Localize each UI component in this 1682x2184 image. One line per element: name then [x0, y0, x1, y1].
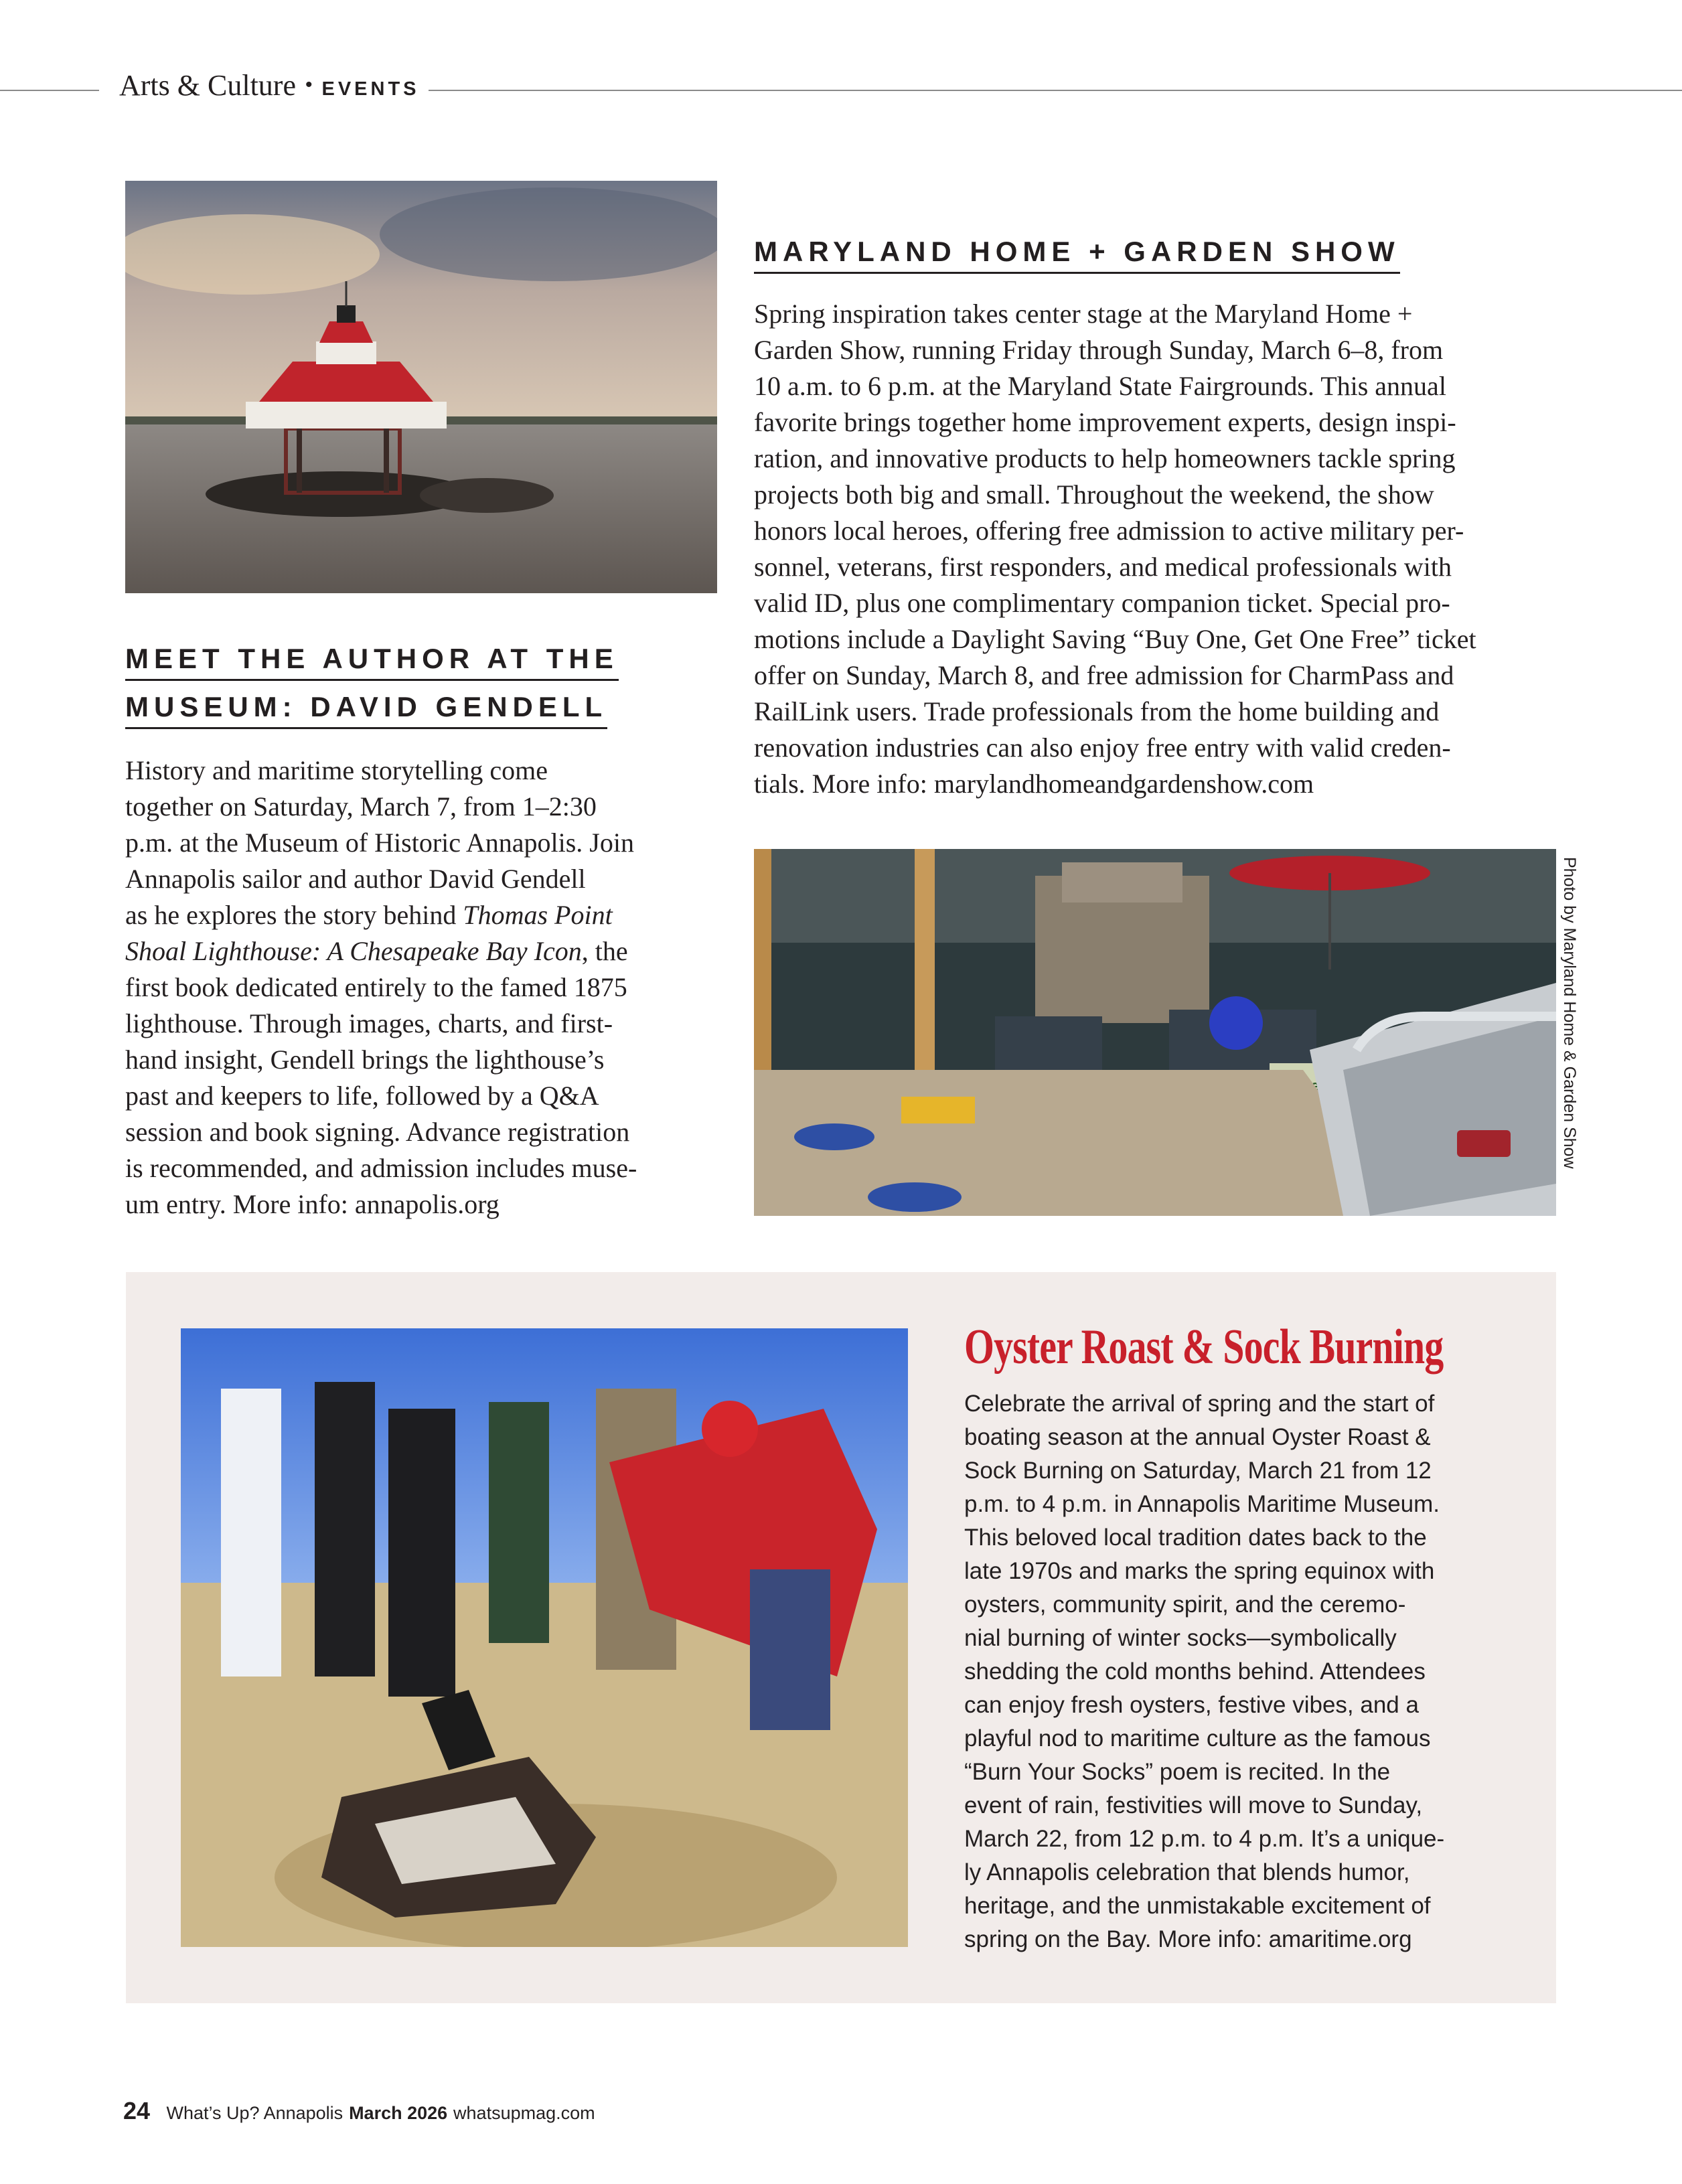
author-event-body [125, 753, 714, 1223]
text-line: late 1970s and marks the spring equinox with [964, 1558, 1435, 1584]
author-heading-line2: MUSEUM: DAVID GENDELL [125, 691, 607, 729]
text-line: This beloved local tradition dates back to the [964, 1525, 1427, 1551]
text-line: p.m. at the Museum of Historic Annapolis. Join [125, 828, 634, 858]
text-line: boating season at the annual Oyster Roast & [964, 1424, 1431, 1450]
text-line: playful nod to maritime culture as the famous [964, 1725, 1431, 1751]
issue-date: March 2026 [349, 2103, 448, 2123]
oyster-roast-body [964, 1387, 1540, 1956]
text-line [125, 933, 714, 969]
text-line: shedding the cold months behind. Attendees [964, 1658, 1426, 1685]
text-line: renovation industries can also enjoy free entry with valid creden- [754, 732, 1451, 763]
website: whatsupmag.com [453, 2103, 595, 2123]
text-fragment: , the [581, 936, 628, 966]
text-line: ly Annapolis celebration that blends humor, [964, 1859, 1410, 1885]
sock-burning-photo [181, 1328, 908, 1947]
text-line [125, 897, 714, 933]
text-line: 10 a.m. to 6 p.m. at the Maryland State Fairgrounds. This annual [754, 371, 1446, 401]
brand-name: Arts & Culture [119, 69, 296, 102]
text-line: um entry. More info: annapolis.org [125, 1189, 500, 1219]
text-line: event of rain, festivities will move to Sunday, [964, 1792, 1423, 1818]
text-line: oysters, community spirit, and the ceremo- [964, 1591, 1406, 1618]
page-number: 24 [123, 2097, 151, 2124]
text-line: tials. More info: marylandhomeandgardenshow.com [754, 769, 1314, 799]
text-line: valid ID, plus one complimentary companion ticket. Special pro- [754, 588, 1450, 618]
text-line: honors local heroes, offering free admission to active military per- [754, 516, 1464, 546]
header-separator: • [305, 74, 313, 96]
text-line: “Burn Your Socks” poem is recited. In the [964, 1759, 1391, 1785]
text-line: Annapolis sailor and author David Gendell [125, 864, 586, 894]
text-line: is recommended, and admission includes muse- [125, 1153, 637, 1183]
text-line: heritage, and the unmistakable excitement of [964, 1893, 1431, 1919]
text-line: nial burning of winter socks—symbolically [964, 1625, 1397, 1651]
text-line: lighthouse. Through images, charts, and first- [125, 1008, 613, 1038]
author-heading-line1: MEET THE AUTHOR AT THE [125, 643, 619, 681]
photo-credit: Photo by Maryland Home & Garden Show [1560, 857, 1579, 1169]
text-line: Sock Burning on Saturday, March 21 from 12 [964, 1458, 1432, 1484]
text-line: p.m. to 4 p.m. in Annapolis Maritime Museum. [964, 1491, 1440, 1517]
text-line: past and keepers to life, followed by a Q&A [125, 1081, 599, 1111]
header-rule-left [0, 90, 99, 91]
header-rule-right [429, 90, 1682, 91]
text-line: RailLink users. Trade professionals from the home building and [754, 696, 1440, 726]
section-header [119, 68, 420, 102]
text-line: favorite brings together home improvement experts, design inspi- [754, 407, 1456, 437]
page-footer [123, 2097, 595, 2125]
author-event-heading [125, 643, 619, 681]
text-line: can enjoy fresh oysters, festive vibes, and a [964, 1692, 1419, 1718]
text-line: Garden Show, running Friday through Sunday, March 6–8, from [754, 335, 1444, 365]
garden-show-photo [754, 849, 1556, 1216]
text-line: first book dedicated entirely to the famed 1875 [125, 972, 627, 1002]
text-line: ration, and innovative products to help homeowners tackle spring [754, 443, 1456, 473]
text-line: together on Saturday, March 7, from 1–2:30 [125, 791, 597, 822]
text-line: projects both big and small. Throughout the weekend, the show [754, 479, 1434, 510]
author-event-heading-2 [125, 691, 607, 729]
text-line: offer on Sunday, March 8, and free admission for CharmPass and [754, 660, 1454, 690]
garden-show-heading [754, 236, 1400, 274]
book-title-part2: Shoal Lighthouse: A Chesapeake Bay Icon [125, 936, 582, 966]
text-fragment: as he explores the story behind [125, 900, 463, 930]
text-line: spring on the Bay. More info: amaritime.org [964, 1926, 1412, 1952]
text-line: sonnel, veterans, first responders, and medical professionals with [754, 552, 1452, 582]
garden-show-body [754, 296, 1564, 802]
text-line: March 22, from 12 p.m. to 4 p.m. It’s a unique- [964, 1826, 1445, 1852]
text-line: hand insight, Gendell brings the lighthouse’s [125, 1044, 605, 1075]
text-line: Spring inspiration takes center stage at the Maryland Home + [754, 299, 1413, 329]
oyster-roast-title: Oyster Roast & Sock Burning [964, 1320, 1444, 1375]
publication-name: What’s Up? Annapolis [166, 2103, 343, 2123]
garden-show-heading-text: MARYLAND HOME + GARDEN SHOW [754, 236, 1400, 274]
lighthouse-photo [125, 181, 717, 593]
text-line: Celebrate the arrival of spring and the start of [964, 1391, 1435, 1417]
text-line: motions include a Daylight Saving “Buy One, Get One Free” ticket [754, 624, 1476, 654]
text-line: History and maritime storytelling come [125, 755, 548, 785]
section-name: EVENTS [321, 78, 420, 100]
text-line: session and book signing. Advance registration [125, 1117, 630, 1147]
book-title-part1: Thomas Point [463, 900, 613, 930]
